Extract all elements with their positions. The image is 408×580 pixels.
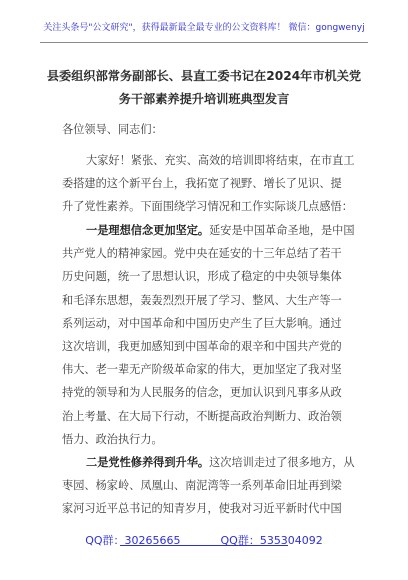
section-2-paragraph xyxy=(62,451,354,521)
paragraph-line: 这次培训，我更加感知到中国革命的艰辛和中国共产党的 xyxy=(62,339,342,353)
paragraph-line: 伟大、老一辈无产阶级革命家的伟大，更加坚定了我对坚 xyxy=(62,363,342,377)
paragraph-line: 治上考量、在大局下行动，不断提高政治判断力、政治领 xyxy=(62,409,342,423)
section-1-paragraph xyxy=(62,219,354,451)
paragraph-line: 家河习近平总书记的知青岁月，使我对习近平新时代中国 xyxy=(62,502,342,516)
paragraph-line: 悟力、政治执行力。 xyxy=(62,432,163,446)
paragraph-line: 枣园、杨家岭、凤凰山、南泥湾等一系列革命旧址再到梁 xyxy=(62,479,342,493)
footer-qq-group-1: QQ群：30265665 xyxy=(85,534,181,547)
section-2-heading: 二是党性修养得到升华。 xyxy=(86,456,210,469)
header-banner: 关注头条号"公文研究"，获得最新最全最专业的公文资料库！ 微信：gongwenyj xyxy=(43,23,365,33)
document-title-line-2: 务干部素养提升培训班典型发言 xyxy=(118,92,290,106)
document-title-line-1: 县委组织部常务副部长、县直工委书记在2024年市机关党 xyxy=(46,69,362,83)
paragraph-line xyxy=(62,219,354,242)
paragraph-line: 系列运动，对中国革命和中国历史产生了巨大影响。通过 xyxy=(62,316,342,330)
section-1-heading: 一是理想信念更加坚定。 xyxy=(86,224,210,237)
footer-underline xyxy=(120,545,288,546)
paragraph-line xyxy=(62,451,354,474)
paragraph-line: 升了党性素养。下面围绕学习情况和工作实际谈几点感悟： xyxy=(62,200,353,214)
paragraph-line: 历史问题，统一了思想认识，形成了稳定的中央领导集体 xyxy=(62,270,342,284)
paragraph-line: 共产党人的精神家园。党中央在延安的十三年总结了若干 xyxy=(62,247,342,261)
header-divider xyxy=(40,42,368,43)
section-1-first-line: 延安是中国革命圣地，是中国 xyxy=(209,224,355,237)
footer-qq-group-2: QQ群：535304092 xyxy=(220,534,323,547)
paragraph-line: 委搭建的这个新平台上，我拓宽了视野、增长了见识、提 xyxy=(62,177,342,191)
salutation: 各位领导、同志们： xyxy=(62,123,163,136)
paragraph-line: 和毛泽东思想，轰轰烈烈开展了学习、整风、大生产等一 xyxy=(62,293,342,307)
paragraph-line: 持党的领导和为人民服务的信念，更加认识到凡事多从政 xyxy=(62,386,342,400)
paragraph-line: 大家好！紧张、充实、高效的培训即将结束，在市直工 xyxy=(86,154,355,167)
intro-paragraph xyxy=(62,149,354,219)
section-2-first-line: 这次培训走过了很多地方，从 xyxy=(209,456,355,469)
